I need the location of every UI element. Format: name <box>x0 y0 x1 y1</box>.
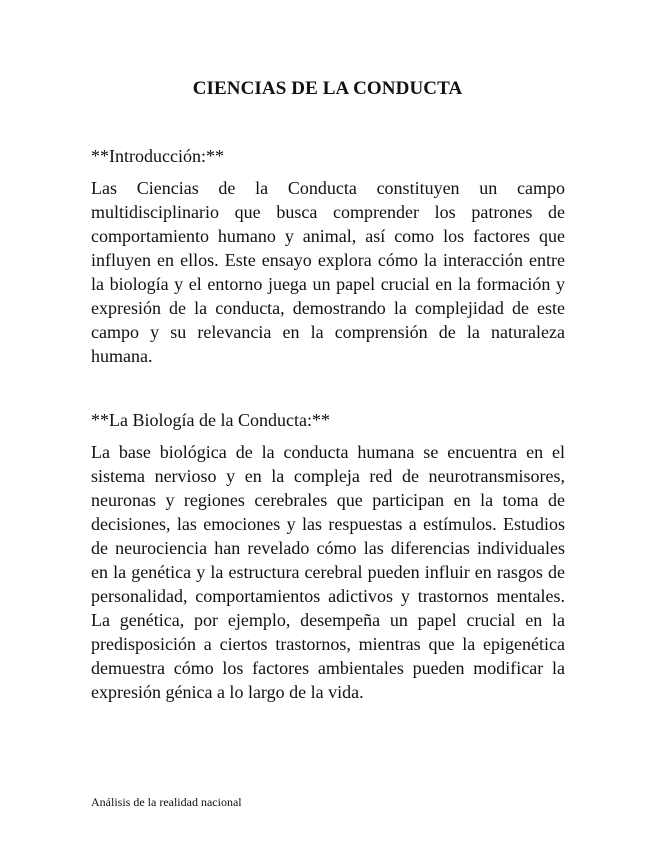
page-footer: Análisis de la realidad nacional <box>91 795 242 809</box>
section-body-biologia: La base biológica de la conducta humana se encuentra en el sistema nervioso y en la compleja red de neurotransmisores, neuronas y regiones cerebrales que participan en la toma de decisiones, las emociones y las respuestas a estímulos. Estudios de neurociencia han revelado cómo las diferencias individuales en la genética y la estructura cerebral pueden influir en rasgos de personalidad, comportamientos adictivos y trastornos mentales. La genética, por ejemplo, desempeña un papel crucial en la predisposición a ciertos trastornos, mientras que la epigenética demuestra cómo los factores ambientales pueden modificar la expresión génica a lo largo de la vida. <box>91 442 565 702</box>
section-heading-biologia: **La Biología de la Conducta:** <box>91 410 330 430</box>
page-title: CIENCIAS DE LA CONDUCTA <box>192 78 463 99</box>
section-heading-introduccion: **Introducción:** <box>91 146 224 166</box>
section-body-introduccion: Las Ciencias de la Conducta constituyen un campo multidisciplinario que busca comprender los patrones de comportamiento humano y animal, así como los factores que influyen en ellos. Este ensayo explora cómo la interacción entre la biología y el entorno juega un papel crucial en la formación y expresión de la conducta, demostrando la complejidad de este campo y su relevancia en la comprensión de la naturaleza humana. <box>91 178 565 366</box>
